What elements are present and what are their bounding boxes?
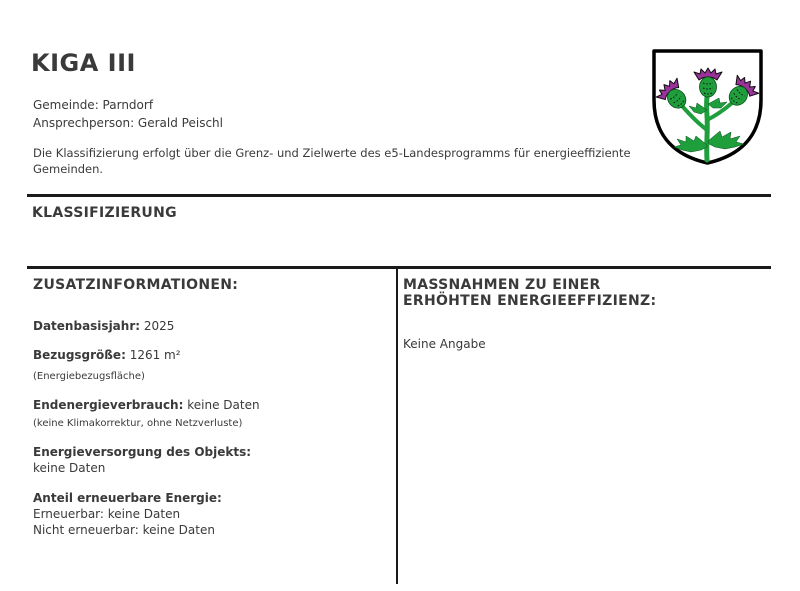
section-heading-massnahmen <box>403 277 656 309</box>
municipality-line: Gemeinde: Parndorf <box>33 98 154 112</box>
field-value: 1261 m² <box>129 348 181 362</box>
field-label: Anteil erneuerbare Energie: <box>33 491 222 505</box>
massnahmen-content: Keine Angabe <box>403 337 486 351</box>
section-heading-klassifizierung: KLASSIFIZIERUNG <box>32 205 177 221</box>
field-energieversorgung-label <box>33 444 251 460</box>
divider-line-top <box>27 194 771 197</box>
field-bezugsgroesse-note: (Energiebezugsfläche) <box>33 371 145 382</box>
field-label: Bezugsgröße: <box>33 348 126 362</box>
page-title: KIGA III <box>31 49 136 77</box>
field-label: Datenbasisjahr: <box>33 319 141 333</box>
field-endenergieverbrauch-note: (keine Klimakorrektur, ohne Netzverluste) <box>33 418 243 429</box>
column-divider <box>396 266 398 584</box>
field-erneuerbar-line: Erneuerbar: keine Daten <box>33 507 181 521</box>
field-nicht-erneuerbar-line: Nicht erneuerbar: keine Daten <box>33 523 215 537</box>
field-endenergieverbrauch <box>33 397 260 413</box>
field-anteil-erneuerbar-label <box>33 490 222 506</box>
section-heading-zusatzinformationen: ZUSATZINFORMATIONEN: <box>33 277 239 293</box>
field-value: keine Daten <box>187 398 260 412</box>
header-meta <box>33 96 223 132</box>
contact-person-line: Ansprechperson: Gerald Peischl <box>33 116 223 130</box>
classification-description: Die Klassifizierung erfolgt über die Grenz- und Zielwerte des e5-Landesprogramms für energieeffiziente Gemeinden. <box>33 146 631 176</box>
massnahmen-heading-line1: MASSNAHMEN ZU EINER <box>403 277 601 293</box>
field-bezugsgroesse <box>33 347 181 363</box>
field-label: Endenergieverbrauch: <box>33 398 184 412</box>
massnahmen-heading-line2: ERHÖHTEN ENERGIEEFFIZIENZ: <box>403 293 657 309</box>
divider-line-middle <box>27 266 771 269</box>
thistle-crest-icon <box>649 46 766 168</box>
field-label: Energieversorgung des Objekts: <box>33 445 252 459</box>
field-datenbasisjahr <box>33 318 174 334</box>
field-energieversorgung-value: keine Daten <box>33 461 106 475</box>
coat-of-arms <box>649 46 766 168</box>
field-value: 2025 <box>143 319 175 333</box>
